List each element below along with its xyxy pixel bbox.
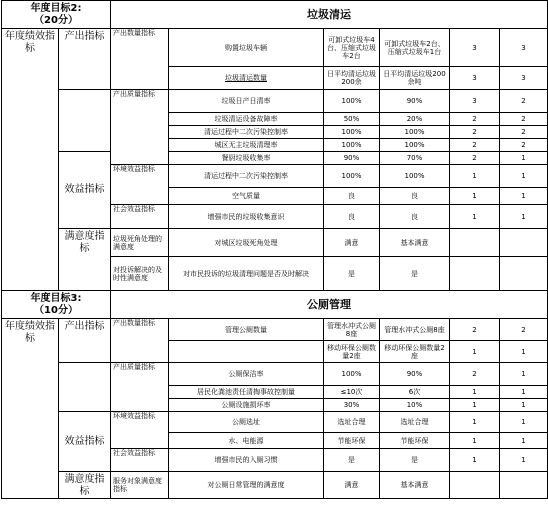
goal3-label: 年度目标3: [30, 292, 82, 304]
weight-value: 2 [450, 152, 500, 165]
weight-value [450, 472, 500, 499]
weight-value: 3 [450, 29, 500, 67]
target-value: 30% [324, 399, 380, 412]
score-value: 1 [500, 399, 548, 412]
target-value: 满意 [324, 472, 380, 499]
indicator-name: 水、电能源 [169, 433, 324, 449]
indicator-name: 公厕选址 [169, 412, 324, 433]
weight-value: 1 [450, 433, 500, 449]
level3-cell: 对投诉解决的及时性满意度 [111, 257, 169, 291]
target-value: 移动环保公厕数量2座 [324, 341, 380, 363]
level1-cell: 年度绩效指标 [2, 29, 59, 291]
actual-value: 管理水冲式公厕8座 [380, 319, 450, 341]
actual-value: 是 [380, 449, 450, 472]
level2-output-cell: 产出指标 [59, 319, 111, 363]
level2-blank-cell [59, 90, 111, 152]
target-value: 节能环保 [324, 433, 380, 449]
goal3-title: 公厕管理 [111, 291, 548, 319]
target-value: 管理水冲式公厕8座 [324, 319, 380, 341]
weight-value: 1 [450, 399, 500, 412]
score-value: 3 [500, 67, 548, 90]
target-value: 满意 [324, 229, 380, 257]
indicator-name: 空气质量 [169, 188, 324, 205]
score-value: 2 [500, 319, 548, 341]
actual-value: 70% [380, 152, 450, 165]
score-value [500, 472, 548, 499]
weight-value: 1 [450, 165, 500, 188]
table-row [2, 472, 548, 499]
target-value: 100% [324, 363, 380, 386]
table-row [2, 152, 548, 165]
table-row [2, 90, 548, 113]
target-value: 50% [324, 113, 380, 126]
score-value: 2 [500, 139, 548, 152]
level3-cell: 服务对象满意度指标 [111, 472, 169, 499]
target-value: ≤10次 [324, 386, 380, 399]
indicator-name: 公厕设施损坏率 [169, 399, 324, 412]
score-value [500, 229, 548, 257]
level3-cell: 产出数量指标 [111, 319, 169, 363]
indicator-name: 增强市民的垃圾收集意识 [169, 205, 324, 229]
weight-value: 1 [450, 188, 500, 205]
level3-cell: 产出数量指标 [111, 29, 169, 90]
goal3-label-cell [2, 291, 111, 319]
weight-value: 1 [450, 386, 500, 399]
level2-benefit-cell: 效益指标 [59, 412, 111, 472]
indicator-name: 城区无主垃圾清理率 [169, 139, 324, 152]
indicator-name: 餐厨垃圾收集率 [169, 152, 324, 165]
table-row [2, 29, 548, 67]
actual-value: 10% [380, 399, 450, 412]
weight-value: 3 [450, 67, 500, 90]
target-value: 可卸式垃圾车4台、压缩式垃圾车2台 [324, 29, 380, 67]
score-value: 1 [500, 412, 548, 433]
weight-value [450, 229, 500, 257]
level3-cell: 社会效益指标 [111, 205, 169, 229]
goal2-label: 年度目标2: [30, 2, 82, 14]
actual-value: 移动环保公厕数量2座 [380, 341, 450, 363]
score-value: 2 [500, 113, 548, 126]
score-value: 3 [500, 29, 548, 67]
goal3-score: （10分） [34, 304, 78, 316]
actual-value: 良 [380, 188, 450, 205]
weight-value: 1 [450, 449, 500, 472]
actual-value: 20% [380, 113, 450, 126]
goal2-label-cell [2, 1, 111, 29]
actual-value: 100% [380, 126, 450, 139]
level3-cell: 产出质量指标 [111, 363, 169, 412]
table-row [2, 363, 548, 386]
target-value: 良 [324, 205, 380, 229]
indicator-name: 公厕保洁率 [169, 363, 324, 386]
weight-value: 2 [450, 113, 500, 126]
weight-value: 2 [450, 126, 500, 139]
actual-value: 日平均清运垃圾200余吨 [380, 67, 450, 90]
score-value: 2 [500, 126, 548, 139]
actual-value: 选址合理 [380, 412, 450, 433]
goal2-score: （20分） [34, 14, 78, 26]
indicator-name: 垃圾日产日清率 [169, 90, 324, 113]
level3-cell: 产出质量指标 [111, 90, 169, 165]
goal2-header-row [2, 1, 548, 29]
score-value: 1 [500, 449, 548, 472]
target-value: 良 [324, 188, 380, 205]
level2-output-cell: 产出指标 [59, 29, 111, 90]
actual-value: 100% [380, 165, 450, 188]
level3-cell: 环境效益指标 [111, 412, 169, 449]
level3-cell: 社会效益指标 [111, 449, 169, 472]
weight-value [450, 257, 500, 291]
target-value: 选址合理 [324, 412, 380, 433]
score-value: 1 [500, 341, 548, 363]
target-value: 100% [324, 126, 380, 139]
indicator-name: 对市民投诉的垃圾清理问题是否及时解决 [169, 257, 324, 291]
indicator-name: 居民化粪池责任清掏事故控制量 [169, 386, 324, 399]
weight-value: 1 [450, 205, 500, 229]
actual-value: 基本满意 [380, 229, 450, 257]
score-value: 1 [500, 165, 548, 188]
target-value: 90% [324, 152, 380, 165]
indicator-name: 垃圾清运数量 [169, 67, 324, 90]
indicator-name: 对公厕日常管理的满意度 [169, 472, 324, 499]
indicator-name: 管理公厕数量 [169, 319, 324, 341]
score-value: 1 [500, 363, 548, 386]
indicator-name [169, 341, 324, 363]
weight-value: 2 [450, 139, 500, 152]
indicator-name: 购置垃圾车辆 [169, 29, 324, 67]
level2-satisfaction-cell: 满意度指标 [59, 229, 111, 291]
table-row [2, 319, 548, 341]
level2-satisfaction-cell: 满意度指标 [59, 472, 111, 499]
level3-cell: 环境效益指标 [111, 165, 169, 205]
actual-value: 90% [380, 90, 450, 113]
weight-value: 2 [450, 319, 500, 341]
actual-value: 良 [380, 205, 450, 229]
weight-value: 1 [450, 341, 500, 363]
score-value: 1 [500, 188, 548, 205]
table-row [2, 412, 548, 433]
goal3-header-row [2, 291, 548, 319]
score-value: 1 [500, 433, 548, 449]
score-value [500, 257, 548, 291]
target-value: 是 [324, 449, 380, 472]
indicator-name: 清运过程中二次污染控制率 [169, 165, 324, 188]
performance-table [1, 0, 548, 499]
actual-value: 100% [380, 139, 450, 152]
actual-value: 可卸式垃圾车2台、压缩式垃圾车1台 [380, 29, 450, 67]
level2-blank-cell [59, 363, 111, 412]
target-value: 是 [324, 257, 380, 291]
level2-benefit-cell: 效益指标 [59, 152, 111, 229]
score-value: 1 [500, 152, 548, 165]
weight-value: 2 [450, 363, 500, 386]
score-value: 1 [500, 205, 548, 229]
actual-value: 90% [380, 363, 450, 386]
actual-value: 节能环保 [380, 433, 450, 449]
indicator-name: 垃圾清运设备故障率 [169, 113, 324, 126]
level3-cell: 垃圾死角处理的满意度 [111, 229, 169, 257]
indicator-name: 对城区垃圾死角处理 [169, 229, 324, 257]
actual-value: 6次 [380, 386, 450, 399]
target-value: 日平均清运垃圾200余 [324, 67, 380, 90]
target-value: 100% [324, 90, 380, 113]
indicator-name: 增强市民的入厕习惯 [169, 449, 324, 472]
goal2-title: 垃圾清运 [111, 1, 548, 29]
score-value: 1 [500, 386, 548, 399]
weight-value: 3 [450, 90, 500, 113]
indicator-name: 清运过程中二次污染控制率 [169, 126, 324, 139]
target-value: 100% [324, 165, 380, 188]
weight-value: 1 [450, 412, 500, 433]
actual-value: 是 [380, 257, 450, 291]
actual-value: 基本满意 [380, 472, 450, 499]
table-row [2, 229, 548, 257]
target-value: 100% [324, 139, 380, 152]
level1-cell: 年度绩效指标 [2, 319, 59, 499]
score-value: 2 [500, 90, 548, 113]
